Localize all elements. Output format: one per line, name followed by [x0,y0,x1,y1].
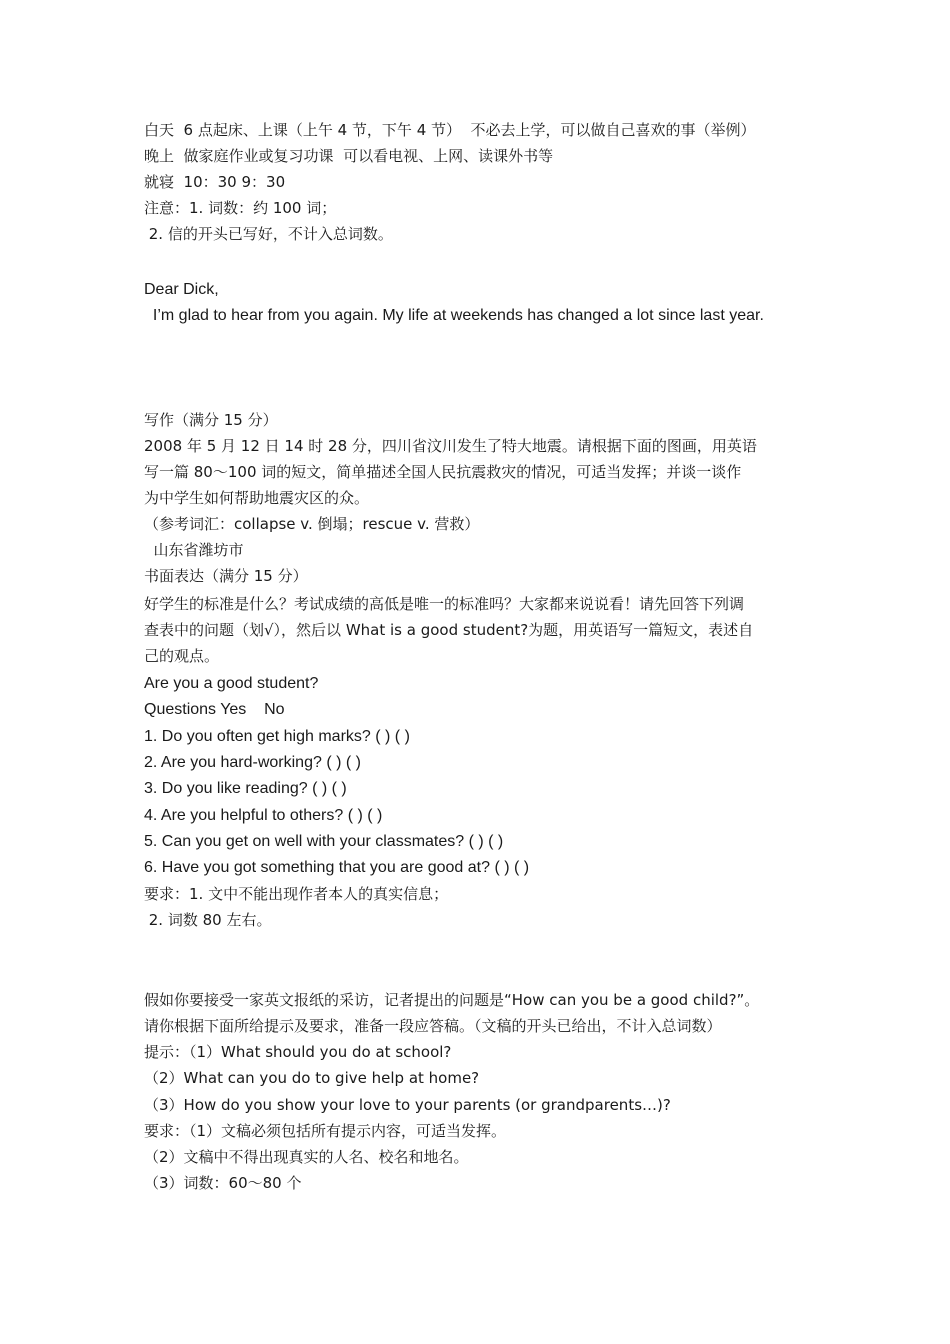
interview-task-para-2: 请你根据下面所给提示及要求，准备一段应答稿。（文稿的开头已给出，不计入总词数） [144,1017,722,1035]
survey-question: 4. Are you helpful to others? ( ) ( ) [144,807,383,824]
survey-header: Questions Yes No [144,701,285,718]
survey-question: 6. Have you got something that you are good at? ( ) ( ) [144,859,530,876]
interview-requirement-1: 要求：（1）文稿必须包括所有提示内容，可适当发挥。 [144,1122,507,1140]
schedule-row-evening: 晚上 做家庭作业或复习功课 可以看电视、上网、读课外书等 [144,147,554,165]
schedule-row-bedtime: 就寝 10：30 9：30 [144,173,286,191]
schedule-row-daytime: 白天 6 点起床、上课（上午 4 节，下午 4 节） 不必去上学，可以做自己喜欢的事（举例） [144,121,756,139]
survey-question: 1. Do you often get high marks? ( ) ( ) [144,728,410,745]
interview-requirement-3: （3）词数：60～80 个 [144,1174,302,1192]
interview-hint-1: 提示：（1）What should you do at school? [144,1043,452,1061]
survey-question: 5. Can you get on well with your classmates? ( ) ( ) [144,833,504,850]
interview-requirement-2: （2）文稿中不得出现真实的人名、校名和地名。 [144,1148,469,1166]
survey-title: Are you a good student? [144,675,319,692]
expression-requirement-1: 要求：1. 文中不能出现作者本人的真实信息； [144,885,449,903]
interview-hint-2: （2）What can you do to give help at home? [144,1069,480,1087]
writing-task-title: 写作（满分 15 分） [144,411,278,429]
expression-task-para-2: 查表中的问题（划√），然后以 What is a good student?为题，用英语写一篇短文，表述自 [144,621,754,639]
survey-question: 3. Do you like reading? ( ) ( ) [144,780,347,797]
writing-task-para-2: 写一篇 80～100 词的短文，简单描述全国人民抗震救灾的情况，可适当发挥；并谈一谈作 [144,463,742,481]
expression-task-para-1: 好学生的标准是什么？考试成绩的高低是唯一的标准吗？大家都来说说看！请先回答下列调 [144,595,745,613]
writing-task-para-1: 2008 年 5 月 12 日 14 时 28 分，四川省汶川发生了特大地震。请根据下面的图画，用英语 [144,437,757,455]
note-word-count: 注意：1. 词数：约 100 词； [144,199,337,217]
letter-opening-line: I’m glad to hear from you again. My life at weekends has changed a lot since last year. [144,307,764,324]
writing-task-vocab: （参考词汇：collapse v. 倒塌；rescue v. 营救） [144,515,480,533]
note-opening: 2. 信的开头已写好，不计入总词数。 [144,225,393,243]
expression-task-para-3: 己的观点。 [144,647,220,665]
survey-question: 2. Are you hard-working? ( ) ( ) [144,754,361,771]
writing-task-para-3: 为中学生如何帮助地震灾区的众。 [144,489,370,507]
interview-task-para-1: 假如你要接受一家英文报纸的采访，记者提出的问题是“How can you be a good child?”。 [144,991,760,1009]
interview-hint-3: （3）How do you show your love to your parents (or grandparents…)? [144,1096,671,1114]
expression-task-title: 书面表达（满分 15 分） [144,567,308,585]
letter-salutation: Dear Dick, [144,281,219,298]
expression-requirement-2: 2. 词数 80 左右。 [144,911,272,929]
writing-task-region: 山东省潍坊市 [144,541,244,559]
